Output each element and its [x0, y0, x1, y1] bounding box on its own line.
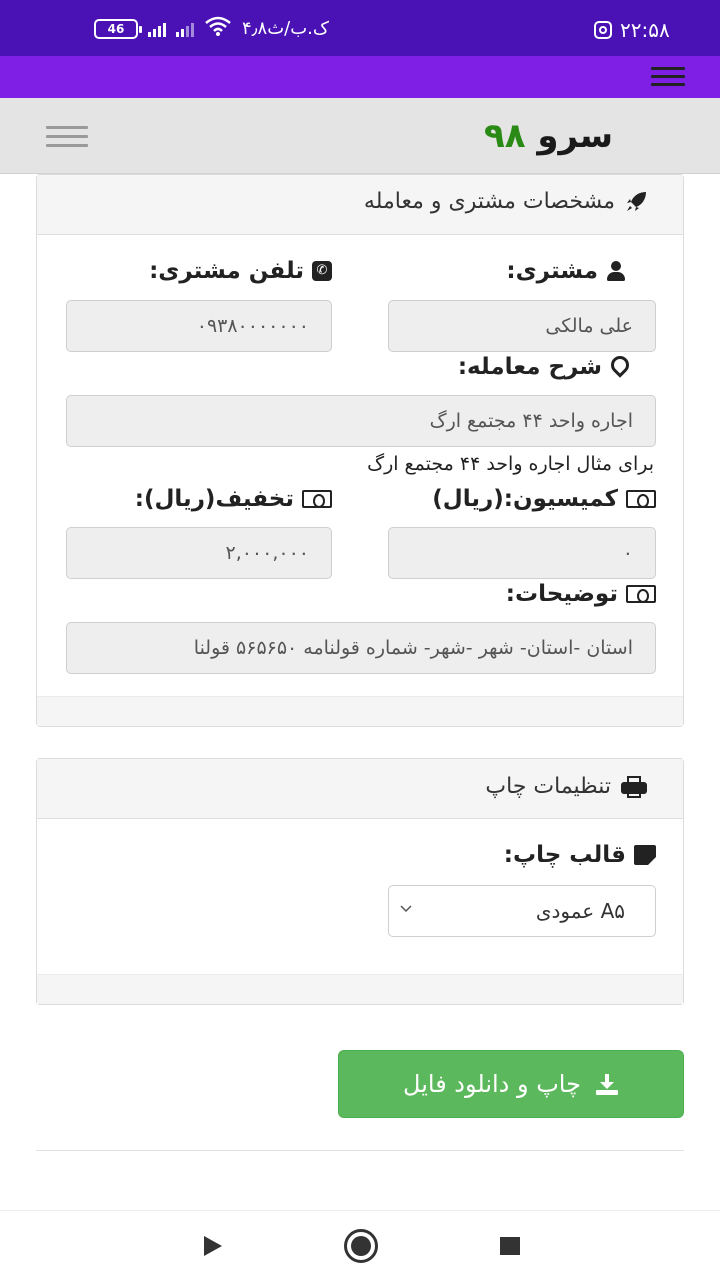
- customer-panel-header: [37, 175, 683, 235]
- home-icon[interactable]: [344, 1229, 378, 1263]
- back-icon[interactable]: [204, 1236, 222, 1256]
- print-download-button[interactable]: [338, 1050, 684, 1118]
- customer-panel-title: مشخصات مشتری و معامله: [363, 189, 615, 214]
- description-hint: برای مثال اجاره واحد ۴۴ مجتمع ارگ: [367, 453, 654, 475]
- main-menu-icon[interactable]: [651, 67, 685, 89]
- commission-field[interactable]: ۰: [388, 527, 656, 579]
- divider: [36, 1150, 684, 1151]
- signal-icon-2: [176, 21, 194, 37]
- header-menu-icon[interactable]: [46, 126, 88, 148]
- chevron-down-icon: [399, 900, 413, 914]
- commission-label: [432, 486, 656, 512]
- template-icon: [634, 845, 656, 865]
- customer-label: [506, 258, 626, 284]
- map-marker-icon: [610, 356, 626, 378]
- discount-field[interactable]: ۲,۰۰۰,۰۰۰: [66, 527, 332, 579]
- phone-label: [149, 258, 332, 284]
- status-time: ۲۲:۵۸: [620, 18, 670, 42]
- customer-panel-footer: [37, 696, 683, 726]
- template-label: [504, 842, 656, 868]
- download-icon: [595, 1072, 619, 1096]
- commission-label-text: کمیسیون:(ریال): [432, 486, 618, 512]
- rocket-icon: [625, 191, 647, 213]
- print-template-select[interactable]: [388, 885, 656, 937]
- money-icon: [302, 490, 332, 508]
- wifi-icon: [204, 16, 232, 41]
- app-header: [0, 98, 720, 174]
- money-icon: [626, 585, 656, 603]
- logo-text: سرو: [537, 116, 614, 156]
- discount-label-text: تخفیف(ریال):: [134, 486, 294, 512]
- network-speed: ۴٫۸ک.ب/ث: [242, 18, 329, 39]
- customer-phone-field[interactable]: ۰۹۳۸۰۰۰۰۰۰۰: [66, 300, 332, 352]
- description-label-text: شرح معامله:: [457, 354, 602, 380]
- customer-panel-title-group: [364, 189, 647, 214]
- instagram-icon: [594, 21, 612, 39]
- status-bar: [0, 0, 720, 56]
- description-field[interactable]: اجاره واحد ۴۴ مجتمع ارگ: [66, 395, 656, 447]
- money-icon: [626, 490, 656, 508]
- notes-field[interactable]: استان -استان- شهر -شهر- شماره قولنامه ۵۶۵۶۵۰ قولنا: [66, 622, 656, 674]
- phone-label-text: تلفن مشتری:: [149, 258, 304, 284]
- logo-number: ۹۸: [484, 116, 526, 156]
- discount-label: [135, 486, 332, 512]
- phone-icon: ✆: [312, 261, 332, 281]
- recent-apps-icon[interactable]: [500, 1237, 520, 1255]
- print-download-label: چاپ و دانلود فایل: [403, 1070, 581, 1098]
- battery-icon: 46: [94, 19, 138, 39]
- print-panel-footer: [37, 974, 683, 1004]
- description-label: [458, 354, 626, 380]
- top-navbar: [0, 56, 720, 98]
- notes-label: [506, 581, 656, 607]
- logo[interactable]: [484, 116, 613, 156]
- status-indicators: [94, 16, 329, 41]
- signal-icon: [148, 21, 166, 37]
- customer-label-text: مشتری:: [506, 258, 598, 284]
- print-template-value: A۵ عمودی: [535, 899, 625, 923]
- print-panel-title-group: [485, 774, 647, 799]
- template-label-text: قالب چاپ:: [503, 842, 626, 868]
- print-panel-header: [37, 759, 683, 819]
- customer-name-field[interactable]: علی مالکی: [388, 300, 656, 352]
- status-time-group: [594, 18, 670, 42]
- print-panel-title: تنظیمات چاپ: [485, 774, 611, 799]
- user-icon: [606, 261, 626, 281]
- notes-label-text: توضیحات:: [505, 581, 618, 607]
- system-nav-bar: [0, 1210, 720, 1280]
- print-settings-panel: [36, 758, 684, 1005]
- printer-icon: [621, 776, 647, 798]
